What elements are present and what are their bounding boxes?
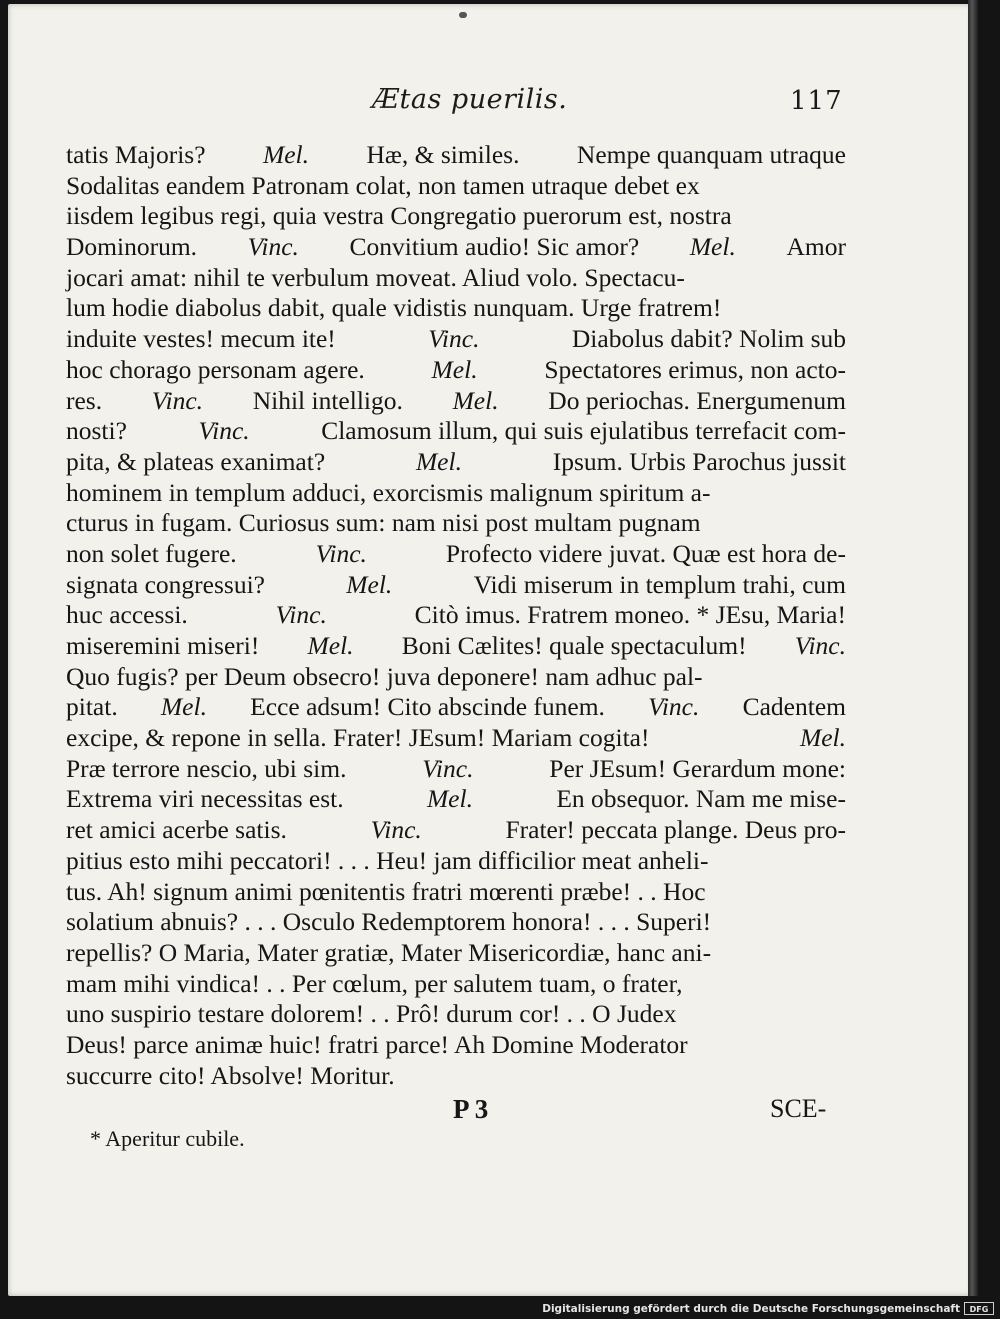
text-line bbox=[66, 263, 846, 294]
running-head: Ætas puerilis. bbox=[372, 84, 568, 115]
text-line bbox=[66, 570, 846, 601]
speaker-abbrev: Mel. bbox=[426, 784, 473, 814]
text-segment: Sodalitas eandem Patronam colat, non tamen utraque debet ex bbox=[66, 170, 700, 200]
text-line bbox=[66, 416, 846, 447]
text-segment: Diabolus dabit? Nolim sub bbox=[571, 324, 846, 354]
text-segment: iisdem legibus regi, quia vestra Congregatio puerorum est, nostra bbox=[66, 201, 732, 231]
text-segment: non solet fugere. bbox=[66, 538, 237, 568]
catchword: SCE- bbox=[770, 1094, 827, 1123]
text-segment: pitat. bbox=[66, 692, 118, 722]
dfg-logo: DFG bbox=[964, 1302, 994, 1315]
text-segment: misereminі miseri! bbox=[66, 631, 260, 660]
text-segment: huc accessi. bbox=[66, 600, 188, 630]
text-segment: Amor bbox=[786, 232, 846, 262]
text-segment: Convitium audio! Sic amor? bbox=[349, 232, 640, 262]
text-line bbox=[66, 355, 846, 386]
text-line bbox=[66, 969, 846, 1000]
text-line bbox=[66, 723, 846, 754]
text-segment: Spectatores erimus, non acto- bbox=[544, 354, 846, 384]
speaker-abbrev: Mel. bbox=[415, 446, 462, 476]
body-text bbox=[66, 140, 846, 1091]
text-line bbox=[66, 631, 846, 662]
text-segment: cturus in fugam. Curiosus sum: nam nisi post multam pugnam bbox=[66, 508, 701, 538]
text-line bbox=[66, 201, 846, 232]
footnote: * Aperitur cubile. bbox=[90, 1126, 245, 1151]
text-segment: tatis Majoris? bbox=[66, 140, 206, 169]
signature-mark: P 3 bbox=[453, 1094, 489, 1124]
text-segment: Dominorum. bbox=[66, 232, 198, 262]
text-segment: hominem in templum adduci, exorcismis malignum spiritum a- bbox=[66, 477, 711, 507]
text-line bbox=[66, 1061, 846, 1092]
ink-blot bbox=[459, 12, 467, 18]
text-segment: Vidi miserum in templum trahi, cum bbox=[473, 569, 846, 599]
digitization-credit: Digitalisierung gefördert durch die Deutsche Forschungsgemeinschaft bbox=[542, 1303, 960, 1315]
text-segment: induite vestes! mecum ite! bbox=[66, 324, 336, 354]
text-segment: Clamosum illum, qui suis ejulatibus terrefacit com- bbox=[321, 416, 846, 446]
text-segment: pitius esto mihi peccatori! . . . Heu! jam difficilior meat anheli- bbox=[66, 845, 709, 875]
text-segment: tus. Ah! signum animi pœnitentis fratri mœrenti præbe! . . Hoc bbox=[66, 876, 706, 906]
text-segment: Citò imus. Fratrem moneo. * JEsu, Maria! bbox=[414, 600, 846, 630]
text-segment: Nihil intelligo. bbox=[252, 385, 403, 415]
text-line bbox=[66, 171, 846, 202]
text-line bbox=[66, 784, 846, 815]
text-segment: En obsequor. Nam me mise- bbox=[556, 784, 846, 814]
speaker-abbrev: Vinc. bbox=[315, 538, 367, 568]
text-segment: mam mihi vindica! . . Per cœlum, per salutem tuam, o frater, bbox=[66, 968, 683, 998]
speaker-abbrev: Vinc. bbox=[247, 232, 299, 262]
speaker-abbrev: Vinc. bbox=[198, 416, 250, 446]
text-segment: hoc chorago personam agere. bbox=[66, 354, 365, 384]
text-line bbox=[66, 1030, 846, 1061]
text-segment: Præ terrore nescio, ubi sim. bbox=[66, 753, 347, 783]
text-line bbox=[66, 938, 846, 969]
speaker-abbrev: Vinc. bbox=[275, 600, 327, 630]
text-segment: solatium abnuis? . . . Osculo Redemptorem honora! . . . Superi! bbox=[66, 907, 712, 937]
text-segment: Do periochas. Energumenum bbox=[548, 385, 846, 415]
speaker-abbrev: Mel. bbox=[262, 140, 309, 169]
speaker-abbrev: Mel. bbox=[346, 569, 393, 599]
text-segment: repellis? O Maria, Mater gratiæ, Mater Misericordiæ, hanc ani- bbox=[66, 937, 712, 967]
text-segment: Profecto videre juvat. Quæ est hora de- bbox=[445, 538, 846, 568]
text-segment: pita, & plateas exanimat? bbox=[66, 446, 326, 476]
text-line bbox=[66, 508, 846, 539]
text-segment: res. bbox=[66, 385, 103, 415]
text-line bbox=[66, 662, 846, 693]
text-segment: Extrema viri necessitas est. bbox=[66, 784, 344, 814]
text-line bbox=[66, 754, 846, 785]
text-segment: signata congressui? bbox=[66, 569, 265, 599]
text-line bbox=[66, 846, 846, 877]
text-line bbox=[66, 539, 846, 570]
speaker-abbrev: Vinc. bbox=[648, 692, 700, 722]
speaker-abbrev: Vinc. bbox=[151, 385, 204, 415]
speaker-abbrev: Mel. bbox=[799, 723, 846, 753]
text-line bbox=[66, 815, 846, 846]
text-segment: jocari amat: nihil te verbulum moveat. Aliud volo. Spectacu- bbox=[66, 262, 685, 292]
text-segment: Boni Cælites! quale spectaculum! bbox=[401, 631, 747, 660]
text-segment: succurre cito! Absolve! Moritur. bbox=[66, 1060, 395, 1090]
text-segment: Deus! parce animæ huic! fratri parce! Ah Domine Moderator bbox=[66, 1029, 688, 1059]
text-line bbox=[66, 232, 846, 263]
speaker-abbrev: Vinc. bbox=[370, 815, 422, 845]
text-segment: nosti? bbox=[66, 416, 127, 446]
page-edge bbox=[968, 0, 978, 1296]
text-line bbox=[66, 478, 846, 509]
text-line bbox=[66, 386, 846, 417]
speaker-abbrev: Vinc. bbox=[428, 324, 480, 354]
text-segment: lum hodie diabolus dabit, quale vidistis nunquam. Urge fratrem! bbox=[66, 293, 722, 323]
page-number: 117 bbox=[790, 86, 843, 116]
text-segment: Ecce adsum! Cito abscinde funem. bbox=[250, 692, 605, 722]
text-line bbox=[66, 447, 846, 478]
speaker-abbrev: Vinc. bbox=[794, 631, 846, 660]
text-line bbox=[66, 293, 846, 324]
speaker-abbrev: Mel. bbox=[160, 692, 207, 722]
text-line bbox=[66, 600, 846, 631]
text-segment: Ipsum. Urbis Parochus jussit bbox=[552, 446, 846, 476]
text-line bbox=[66, 907, 846, 938]
text-segment: excipe, & repone in sella. Frater! JEsum! Mariam cogita! bbox=[66, 723, 650, 753]
text-segment: Per JEsum! Gerardum mone: bbox=[549, 753, 846, 783]
text-segment: Cadentem bbox=[742, 692, 846, 722]
text-segment: ret amici acerbe satis. bbox=[66, 815, 287, 845]
text-line bbox=[66, 999, 846, 1030]
speaker-abbrev: Mel. bbox=[689, 232, 736, 262]
speaker-abbrev: Vinc. bbox=[422, 753, 474, 783]
text-segment: Frater! peccata plange. Deus pro- bbox=[505, 815, 846, 845]
text-segment: Nempe quanquam utraque bbox=[576, 140, 846, 169]
text-line bbox=[66, 140, 846, 171]
speaker-abbrev: Mel. bbox=[431, 354, 478, 384]
text-segment: uno suspirio testare dolorem! . . Prô! durum cor! . . O Judex bbox=[66, 999, 677, 1029]
text-line bbox=[66, 692, 846, 723]
text-segment: Quo fugis? per Deum obsecro! juva deponere! nam adhuc pal- bbox=[66, 661, 703, 691]
speaker-abbrev: Mel. bbox=[307, 631, 354, 660]
text-segment: Hæ, & similes. bbox=[366, 140, 520, 169]
speaker-abbrev: Mel. bbox=[452, 385, 499, 415]
text-line bbox=[66, 877, 846, 908]
text-line bbox=[66, 324, 846, 355]
